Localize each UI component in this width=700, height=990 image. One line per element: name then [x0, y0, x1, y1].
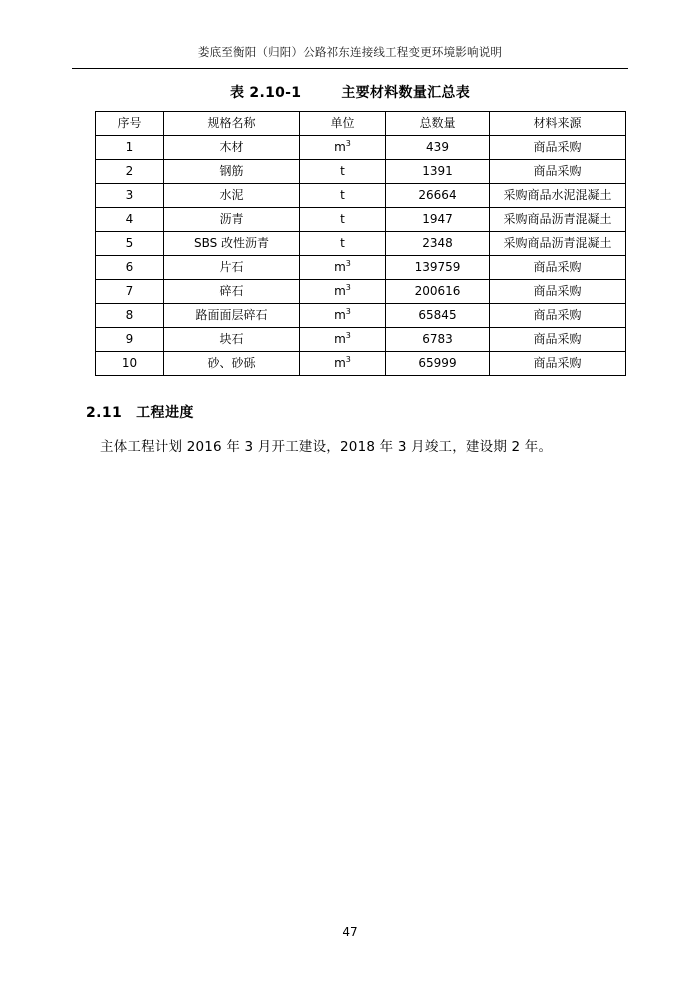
- cell-unit-exponent: 3: [345, 139, 351, 149]
- cell-qty: 439: [386, 136, 490, 160]
- cell-unit-text: t: [340, 212, 345, 227]
- cell-no: 2: [96, 160, 164, 184]
- column-header-source: 材料来源: [490, 112, 626, 136]
- cell-unit-text: t: [340, 236, 345, 251]
- cell-no: 4: [96, 208, 164, 232]
- section-paragraph: 主体工程计划 2016 年 3 月开工建设，2018 年 3 月竣工，建设期 2 年。: [100, 439, 553, 455]
- cell-source: 采购商品沥青混凝土: [490, 232, 626, 256]
- cell-name: 沥青: [164, 208, 300, 232]
- table-row: [96, 184, 626, 208]
- table-row: [96, 160, 626, 184]
- cell-name: 碎石: [164, 280, 300, 304]
- table-row: [96, 208, 626, 232]
- cell-name: 路面面层碎石: [164, 304, 300, 328]
- cell-unit: [300, 160, 386, 184]
- column-header-name: 规格名称: [164, 112, 300, 136]
- cell-source: 商品采购: [490, 160, 626, 184]
- cell-unit-text: m: [334, 308, 346, 323]
- cell-source: 商品采购: [490, 328, 626, 352]
- page-number: 47: [342, 925, 358, 939]
- table-row: [96, 136, 626, 160]
- table-row: [96, 256, 626, 280]
- cell-unit: [300, 184, 386, 208]
- cell-qty: 6783: [386, 328, 490, 352]
- cell-unit-exponent: 3: [345, 259, 351, 269]
- cell-unit: [300, 280, 386, 304]
- column-header-no: 序号: [96, 112, 164, 136]
- section-heading: [86, 402, 194, 422]
- table-row: [96, 352, 626, 376]
- cell-unit-exponent: 3: [345, 307, 351, 317]
- cell-unit: [300, 136, 386, 160]
- cell-name: 木材: [164, 136, 300, 160]
- cell-unit: [300, 352, 386, 376]
- column-header-unit: 单位: [300, 112, 386, 136]
- cell-name: 水泥: [164, 184, 300, 208]
- table-row: [96, 232, 626, 256]
- cell-source: 商品采购: [490, 304, 626, 328]
- cell-qty: 200616: [386, 280, 490, 304]
- table-caption-number: 表 2.10-1: [229, 85, 302, 101]
- cell-unit: [300, 208, 386, 232]
- cell-unit-text: m: [334, 284, 346, 299]
- cell-unit-text: m: [334, 260, 346, 275]
- cell-name: 块石: [164, 328, 300, 352]
- cell-unit-text: t: [340, 188, 345, 203]
- cell-qty: 1391: [386, 160, 490, 184]
- table-row: [96, 304, 626, 328]
- cell-no: 6: [96, 256, 164, 280]
- table-caption: [72, 82, 628, 102]
- table-row: [96, 280, 626, 304]
- header-divider: [72, 68, 628, 69]
- cell-qty: 2348: [386, 232, 490, 256]
- cell-qty: 139759: [386, 256, 490, 280]
- cell-name: 片石: [164, 256, 300, 280]
- cell-source: 商品采购: [490, 280, 626, 304]
- cell-no: 8: [96, 304, 164, 328]
- cell-no: 7: [96, 280, 164, 304]
- cell-name: 钢筋: [164, 160, 300, 184]
- cell-source: 商品采购: [490, 256, 626, 280]
- cell-no: 5: [96, 232, 164, 256]
- cell-unit-text: m: [334, 332, 346, 347]
- cell-name: 砂、砂砾: [164, 352, 300, 376]
- cell-unit: [300, 232, 386, 256]
- cell-source: 采购商品沥青混凝土: [490, 208, 626, 232]
- running-header: 娄底至衡阳（归阳）公路祁东连接线工程变更环境影响说明: [197, 45, 503, 59]
- cell-source: 商品采购: [490, 352, 626, 376]
- cell-qty: 1947: [386, 208, 490, 232]
- cell-no: 10: [96, 352, 164, 376]
- cell-no: 3: [96, 184, 164, 208]
- table-row: [96, 328, 626, 352]
- section-number: 2.11: [86, 405, 123, 421]
- cell-no: 1: [96, 136, 164, 160]
- cell-source: 采购商品水泥混凝土: [490, 184, 626, 208]
- table-header-row: [96, 112, 626, 136]
- column-header-qty: 总数量: [386, 112, 490, 136]
- cell-unit: [300, 256, 386, 280]
- cell-unit-text: m: [334, 140, 346, 155]
- cell-unit-text: t: [340, 164, 345, 179]
- cell-no: 9: [96, 328, 164, 352]
- cell-qty: 26664: [386, 184, 490, 208]
- cell-qty: 65999: [386, 352, 490, 376]
- table-caption-title: 主要材料数量汇总表: [341, 85, 471, 101]
- cell-source: 商品采购: [490, 136, 626, 160]
- cell-unit-exponent: 3: [345, 355, 351, 365]
- cell-name: SBS 改性沥青: [164, 232, 300, 256]
- cell-unit: [300, 304, 386, 328]
- cell-qty: 65845: [386, 304, 490, 328]
- cell-unit: [300, 328, 386, 352]
- cell-unit-exponent: 3: [345, 283, 351, 293]
- cell-unit-exponent: 3: [345, 331, 351, 341]
- materials-table: [95, 111, 626, 376]
- cell-unit-text: m: [334, 356, 346, 371]
- section-title: 工程进度: [136, 405, 194, 421]
